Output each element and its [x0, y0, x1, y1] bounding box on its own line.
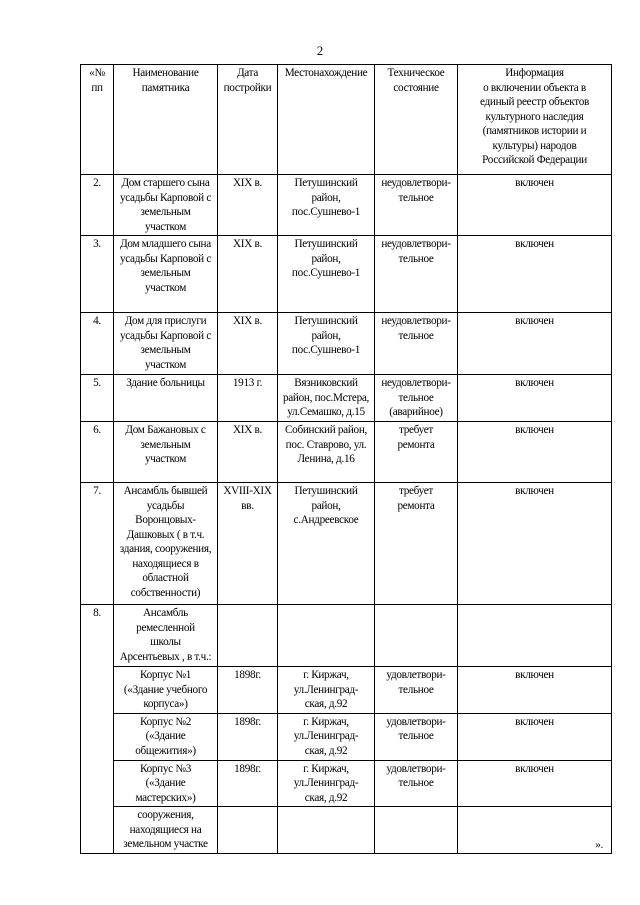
row-condition: требует ремонта [375, 422, 458, 483]
row-name: Здание больницы [114, 375, 218, 422]
row-info: включен [458, 483, 612, 605]
row-date: XIX в. [218, 236, 278, 313]
header-location: Местонахождение [278, 65, 375, 175]
header-number: «№ пп [81, 65, 114, 175]
row-condition: удовлетвори- тельное [375, 760, 458, 807]
header-info: Информация о включении объекта в единый реестр объектов культурного наследия (памятников истории и культуры) народов Российской Федерации [458, 65, 612, 175]
row-location [278, 605, 375, 667]
row-number: 3. [81, 236, 114, 313]
row-name: Дом для прислуги усадьбы Карповой с земельным участком [114, 313, 218, 375]
row-location: г. Киржач, ул.Ленинград- ская, д.92 [278, 760, 375, 807]
row-date: XVIII-XIX вв. [218, 483, 278, 605]
row-location: Петушинский район, с.Андреевское [278, 483, 375, 605]
row-name: Корпус №3 («Здание мастерских») [114, 760, 218, 807]
row-info [458, 605, 612, 667]
row-condition: неудовлетвори- тельное [375, 236, 458, 313]
row-date: 1913 г. [218, 375, 278, 422]
row-location: Вязниковский район, пос.Мстера, ул.Семашко, д.15 [278, 375, 375, 422]
row-info: включен [458, 713, 612, 760]
header-date: Дата постройки [218, 65, 278, 175]
row-condition: неудовлетвори- тельное [375, 175, 458, 236]
row-number: 7. [81, 483, 114, 605]
row-date [218, 807, 278, 854]
row-info: включен [458, 236, 612, 313]
row-name: Дом старшего сына усадьбы Карповой с земельным участком [114, 175, 218, 236]
row-number: 2. [81, 175, 114, 236]
table-row [81, 422, 612, 483]
row-date: XIX в. [218, 175, 278, 236]
closing-quote: ». [595, 838, 603, 851]
row-date: 1898г. [218, 760, 278, 807]
row-location: Петушинский район, пос.Сушнево-1 [278, 313, 375, 375]
table-row [81, 483, 612, 605]
row-date [218, 605, 278, 667]
row-location [278, 807, 375, 854]
row-condition: удовлетвори- тельное [375, 667, 458, 714]
row-info [458, 807, 612, 854]
row-location: г. Киржач, ул.Ленинград- ская, д.92 [278, 713, 375, 760]
table-subrow [81, 713, 612, 760]
row-info: включен [458, 175, 612, 236]
table-subrow [81, 667, 612, 714]
table-row [81, 236, 612, 313]
row-name: Корпус №1 («Здание учебного корпуса») [114, 667, 218, 714]
row-info: включен [458, 375, 612, 422]
row-number: 6. [81, 422, 114, 483]
table-subrow [81, 760, 612, 807]
row-number: 4. [81, 313, 114, 375]
row-name: сооружения, находящиеся на земельном участке [114, 807, 218, 854]
table-row [81, 605, 612, 667]
row-number: 8. [81, 605, 114, 854]
row-condition [375, 807, 458, 854]
row-location: г. Киржач, ул.Ленинград- ская, д.92 [278, 667, 375, 714]
row-location: Петушинский район, пос.Сушнево-1 [278, 236, 375, 313]
row-info: включен [458, 422, 612, 483]
monuments-table [80, 64, 612, 854]
row-number: 5. [81, 375, 114, 422]
row-condition: неудовлетвори- тельное (аварийное) [375, 375, 458, 422]
row-info: включен [458, 760, 612, 807]
row-date: XIX в. [218, 313, 278, 375]
table-row [81, 175, 612, 236]
row-name: Корпус №2 («Здание общежития») [114, 713, 218, 760]
table-row [81, 375, 612, 422]
row-location: Петушинский район, пос.Сушнево-1 [278, 175, 375, 236]
header-name: Наименование памятника [114, 65, 218, 175]
table-subrow [81, 807, 612, 854]
page-number: 2 [316, 43, 324, 58]
table-row [81, 313, 612, 375]
row-date: XIX в. [218, 422, 278, 483]
row-condition: требует ремонта [375, 483, 458, 605]
row-name: Ансамбль ремесленной школы Арсентьевых , в т.ч.: [114, 605, 218, 667]
row-condition: неудовлетвори- тельное [375, 313, 458, 375]
row-date: 1898г. [218, 667, 278, 714]
row-condition [375, 605, 458, 667]
row-name: Дом младшего сына усадьбы Карповой с земельным участком [114, 236, 218, 313]
row-info: включен [458, 667, 612, 714]
row-info: включен [458, 313, 612, 375]
row-name: Дом Бажановых с земельным участком [114, 422, 218, 483]
row-condition: удовлетвори- тельное [375, 713, 458, 760]
row-name: Ансамбль бывшей усадьбы Воронцовых- Дашковых ( в т.ч. здания, сооружения, находящиеся в областной собственности) [114, 483, 218, 605]
row-location: Собинский район, пос. Ставрово, ул. Ленина, д.16 [278, 422, 375, 483]
header-condition: Техническое состояние [375, 65, 458, 175]
table-header-row [81, 65, 612, 175]
row-date: 1898г. [218, 713, 278, 760]
